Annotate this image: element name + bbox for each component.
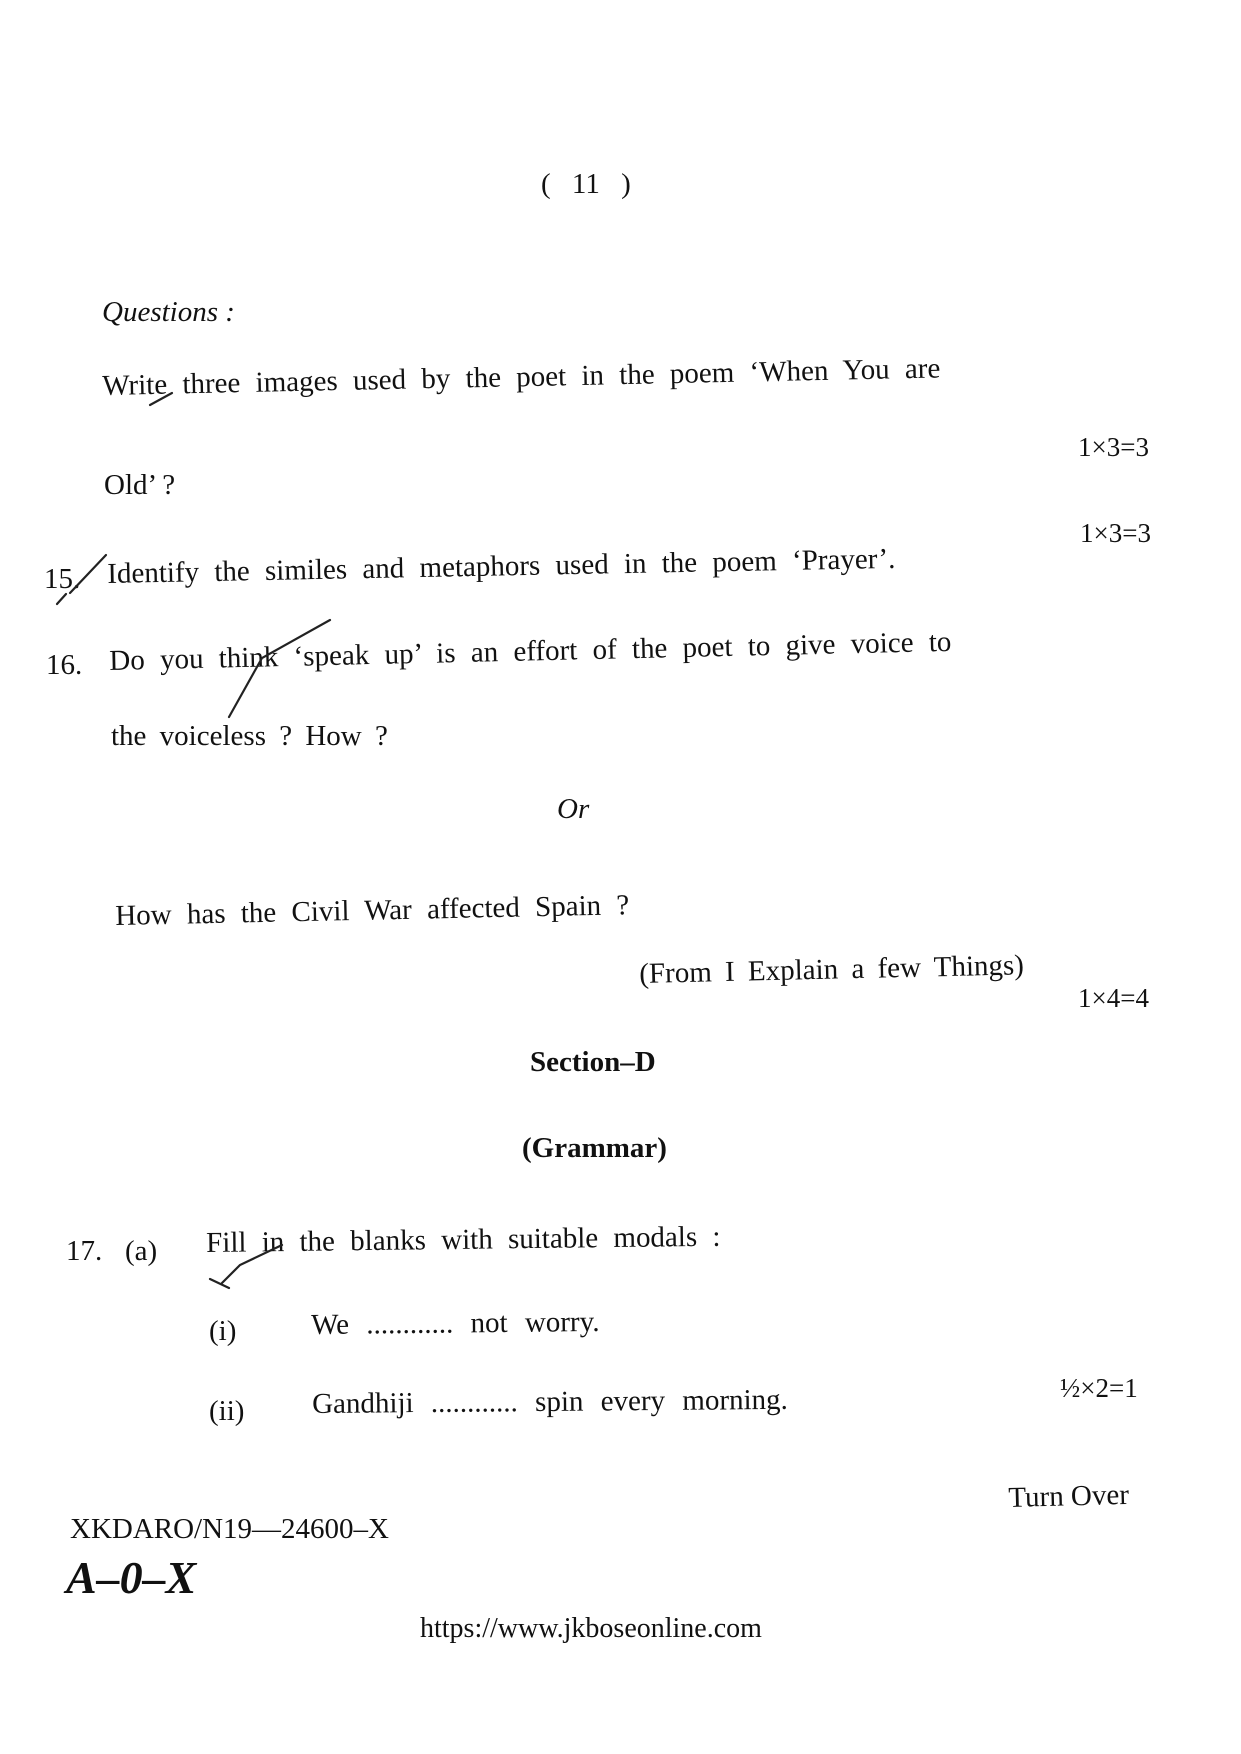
section-title: Section–D: [530, 1046, 656, 1078]
question-17-instruction: Fill in the blanks with suitable modals :: [205, 1220, 721, 1259]
question-17-marks: ½×2=1: [1060, 1373, 1138, 1403]
question-16-number: 16.: [46, 649, 83, 681]
question-15-number: 15.: [44, 563, 81, 595]
question-15-marks: 1×3=3: [1080, 518, 1151, 548]
question-17-item-2-text: Gandhiji ............ spin every morning.: [311, 1383, 789, 1420]
or-label: Or: [557, 793, 590, 825]
section-subtitle: (Grammar): [522, 1132, 667, 1164]
page-number: ( 11 ): [541, 168, 631, 200]
paper-code: XKDARO/N19—24600–X: [70, 1513, 389, 1545]
website-url: https://www.jkboseonline.com: [420, 1613, 762, 1644]
question-17-item-1-text: We ............ not worry.: [310, 1305, 600, 1341]
question-14-line-2: Old’ ?: [104, 469, 176, 501]
question-16-line-2: the voiceless ? How ?: [111, 720, 388, 752]
question-17-part: (a): [125, 1235, 158, 1267]
question-15-text: Identify the similes and metaphors used in the poem ‘Prayer’.: [106, 542, 896, 590]
question-16-line-1: Do you think ‘speak up’ is an effort of the poet to give voice to: [108, 625, 952, 677]
question-17-item-2-label: (ii): [209, 1395, 245, 1427]
questions-heading: Questions :: [102, 296, 235, 328]
turn-over-label: Turn Over: [1007, 1478, 1130, 1514]
question-17-item-1-label: (i): [209, 1315, 237, 1347]
question-14-marks: 1×3=3: [1078, 432, 1149, 462]
question-16-marks: 1×4=4: [1078, 983, 1149, 1013]
question-14-line-1: Write three images used by the poet in the poem ‘When You are: [101, 352, 941, 402]
paper-set: A–0–X: [66, 1552, 197, 1603]
question-17-number: 17.: [66, 1235, 103, 1267]
question-16-source: (From I Explain a few Things): [638, 949, 1025, 990]
question-16-alternative: How has the Civil War affected Spain ?: [114, 889, 630, 932]
